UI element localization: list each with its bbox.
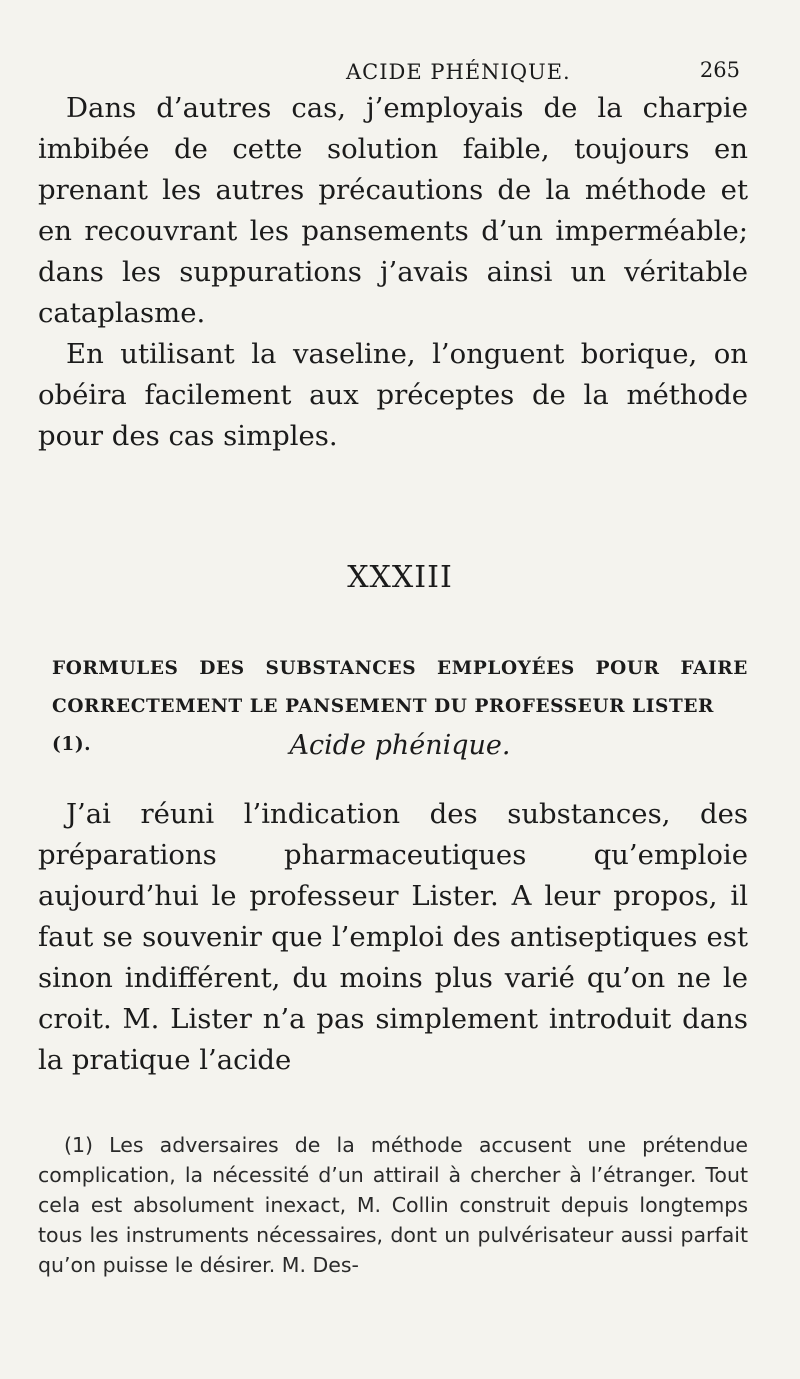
footnote: (1) Les adversaires de la méthode accusent une prétendue complication, la nécessité d’un attirail à chercher à l’étranger. Tout cela est absolument inexact, M. Collin construit depuis longtemps tous les instruments nécessaires, dont un pulvérisateur aussi parfait qu’on puisse le désirer. M. Des- bbox=[38, 1133, 748, 1277]
subheading-acide-phenique: Acide phénique. bbox=[289, 730, 511, 761]
section-heading-line-1: FORMULES DES SUBSTANCES EMPLOYÉES POUR FAIRE bbox=[52, 658, 748, 679]
running-title: ACIDE PHÉNIQUE. bbox=[346, 60, 571, 84]
paragraph-charpie: Dans d’autres cas, j’employais de la charpie imbibée de cette solution faible, toujours en prenant les autres précautions de la méthode et en recouvrant les pansements d’un imperméable; dans les suppurations j’avais ainsi un véritable cataplasme. bbox=[38, 92, 748, 329]
paragraph-vaseline: En utilisant la vaseline, l’onguent borique, on obéira facilement aux préceptes de la méthode pour des cas simples. bbox=[38, 338, 748, 452]
page-number: 265 bbox=[699, 58, 740, 82]
paragraph-lister: J’ai réuni l’indication des substances, des préparations pharmaceutiques qu’emploie aujourd’hui le professeur Lister. A leur propos, il faut se souvenir que l’emploi des antiseptiques est sinon indifférent, du moins plus varié qu’on ne le croit. M. Lister n’a pas simplement introduit dans la pratique l’acide bbox=[38, 798, 748, 1076]
section-heading-line-2: CORRECTEMENT LE PANSEMENT DU PROFESSEUR LISTER (1). bbox=[52, 696, 714, 755]
running-head bbox=[50, 56, 740, 90]
section-number: XXXIII bbox=[347, 560, 453, 595]
